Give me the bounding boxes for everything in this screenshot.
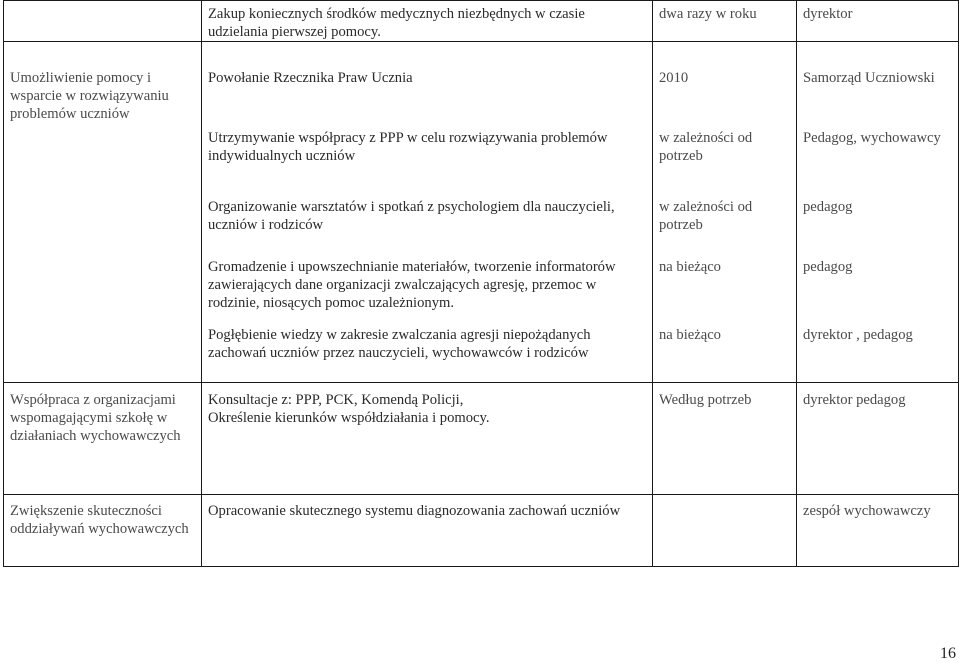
term-item: na bieżąco [659, 327, 721, 343]
goal-cell [4, 1, 202, 42]
responsible-item: dyrektor , pedagog [803, 327, 913, 343]
term-item: 2010 [659, 70, 689, 86]
goal-text: Umożliwienie pomocy i wsparcie w rozwiązywaniu problemów uczniów [10, 70, 169, 122]
term-item: w zależności od potrzeb [659, 130, 753, 164]
task-text: Zakup koniecznych środków medycznych niezbędnych w czasie udzielania pierwszej pomocy. [208, 6, 585, 40]
responsible-item: pedagog [803, 259, 853, 275]
table-row [4, 495, 959, 567]
term-cell [653, 42, 797, 383]
task-item: Pogłębienie wiedzy w zakresie zwalczania agresji niepożądanych zachowań uczniów przez nauczycieli, wychowawców i rodziców [208, 327, 591, 361]
page-number: 16 [940, 645, 956, 662]
task-item: Powołanie Rzecznika Praw Ucznia [208, 70, 413, 86]
responsible-item: pedagog [803, 199, 853, 215]
task-item: Konsultacje z: PPP, PCK, Komendą Policji, [208, 392, 464, 408]
term-item: na bieżąco [659, 259, 721, 275]
task-cell [202, 1, 653, 42]
table-row [4, 383, 959, 495]
responsible-text: zespół wychowawczy [803, 503, 931, 519]
task-item: Organizowanie warsztatów i spotkań z psychologiem dla nauczycieli, uczniów i rodziców [208, 199, 615, 233]
plan-table [3, 0, 959, 567]
task-cell [202, 495, 653, 567]
responsible-text: dyrektor pedagog [803, 392, 906, 408]
task-item: Gromadzenie i upowszechnianie materiałów, tworzenie informatorów zawierających dane organizacji zwalczających agresję, przemoc w rodzinie, niosących pomoc uzależnionym. [208, 259, 616, 311]
responsible-item: Pedagog, wychowawcy [803, 130, 941, 146]
responsible-cell [797, 42, 959, 383]
goal-cell [4, 383, 202, 495]
goal-cell [4, 42, 202, 383]
term-cell [653, 1, 797, 42]
task-cell [202, 383, 653, 495]
table-row [4, 42, 959, 383]
term-text: dwa razy w roku [659, 6, 757, 22]
goal-cell [4, 495, 202, 567]
task-cell [202, 42, 653, 383]
responsible-cell [797, 1, 959, 42]
goal-text: Zwiększenie skuteczności oddziaływań wychowawczych [10, 503, 189, 537]
responsible-cell [797, 383, 959, 495]
task-item: Utrzymywanie współpracy z PPP w celu rozwiązywania problemów indywidualnych uczniów [208, 130, 608, 164]
table-row [4, 1, 959, 42]
task-text: Opracowanie skutecznego systemu diagnozowania zachowań uczniów [208, 503, 621, 519]
term-item: w zależności od potrzeb [659, 199, 753, 233]
goal-text: Współpraca z organizacjami wspomagającymi szkołę w działaniach wychowawczych [10, 392, 181, 444]
task-item: Określenie kierunków współdziałania i pomocy. [208, 410, 490, 426]
responsible-text: dyrektor [803, 6, 853, 22]
responsible-item: Samorząd Uczniowski [803, 70, 935, 86]
term-cell [653, 383, 797, 495]
term-cell [653, 495, 797, 567]
responsible-cell [797, 495, 959, 567]
term-text: Według potrzeb [659, 392, 752, 408]
